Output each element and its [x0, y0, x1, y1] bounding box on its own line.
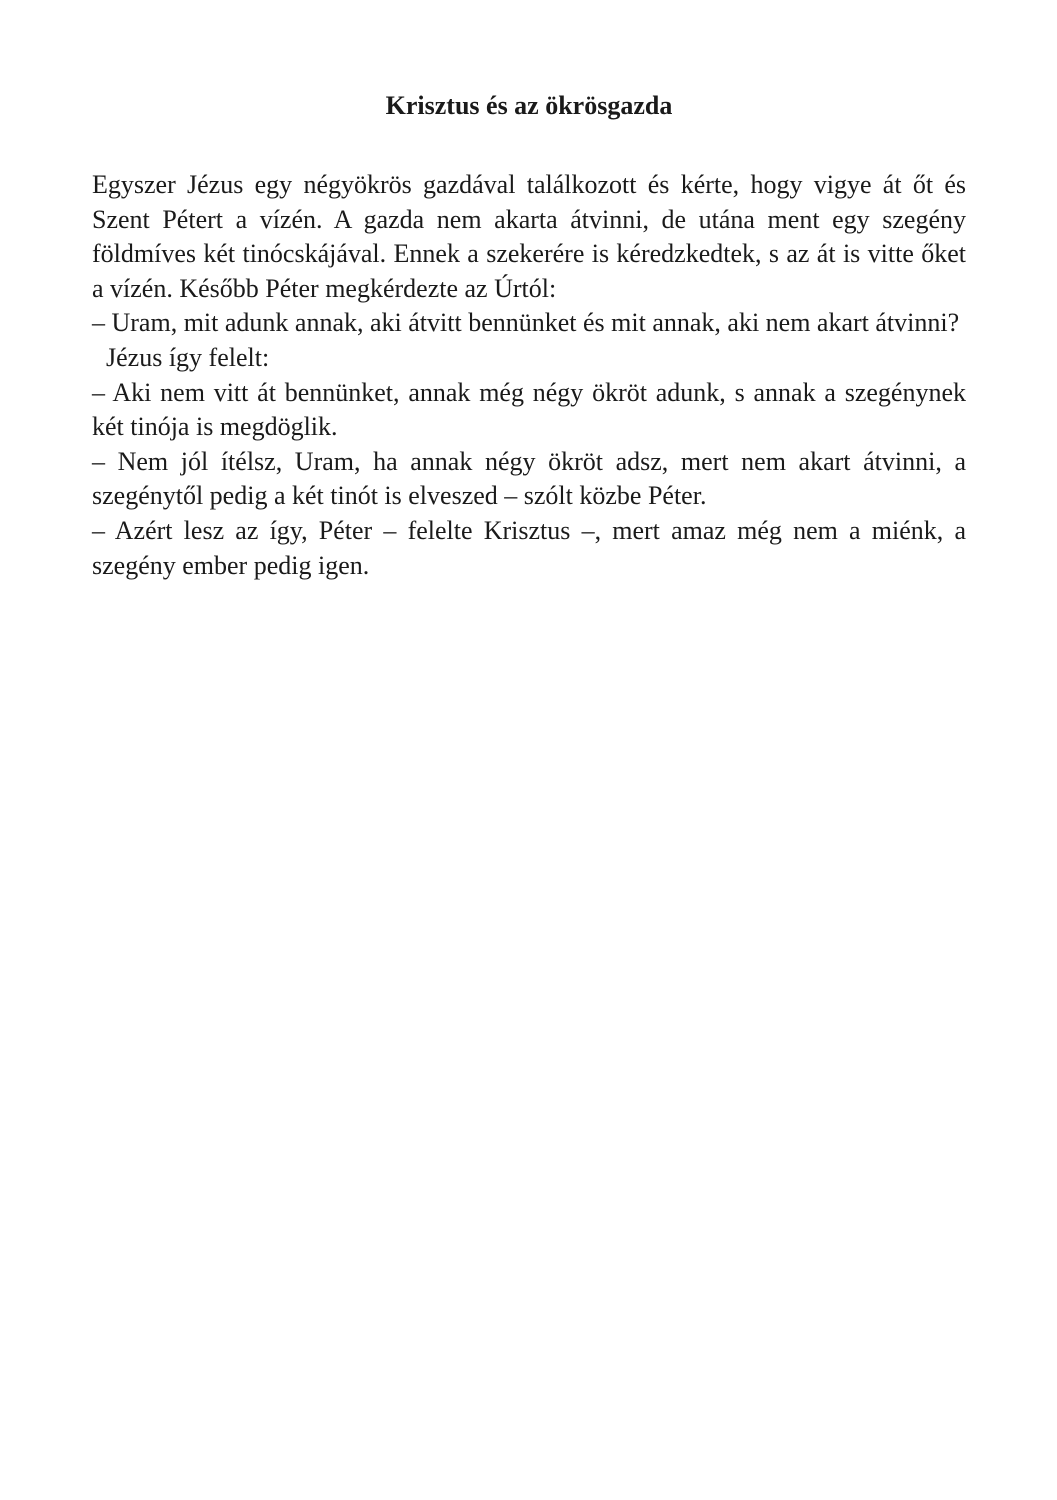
paragraph-intro: Egyszer Jézus egy négyökrös gazdával találkozott és kérte, hogy vigye át őt és Szent Pétert a vízén. A gazda nem akarta átvinni, de utána ment egy szegény földmíves két tinócskájával. Ennek a szekerére is kéredzkedtek, s az át is vitte őket a vízén. Később Péter megkérdezte az Úrtól:: [92, 170, 966, 303]
paragraph-jesus-answer-intro: Jézus így felelt:: [106, 342, 270, 372]
paragraph-jesus-answer: – Aki nem vitt át bennünket, annak még négy ökröt adunk, s annak a szegénynek két tinója is megdöglik.: [92, 377, 966, 442]
paragraph-peter-question: – Uram, mit adunk annak, aki átvitt bennünket és mit annak, aki nem akart átvinni?: [92, 308, 960, 338]
document-page: [92, 88, 966, 583]
paragraph-christ-reply: – Azért lesz az így, Péter – felelte Krisztus –, mert amaz még nem a miénk, a szegény ember pedig igen.: [92, 515, 966, 580]
document-title: Krisztus és az ökrösgazda: [385, 91, 673, 120]
paragraph-peter-objection: – Nem jól ítélsz, Uram, ha annak négy ökröt adsz, mert nem akart átvinni, a szegénytől pedig a két tinót is elveszed – szólt közbe Péter.: [92, 446, 966, 511]
